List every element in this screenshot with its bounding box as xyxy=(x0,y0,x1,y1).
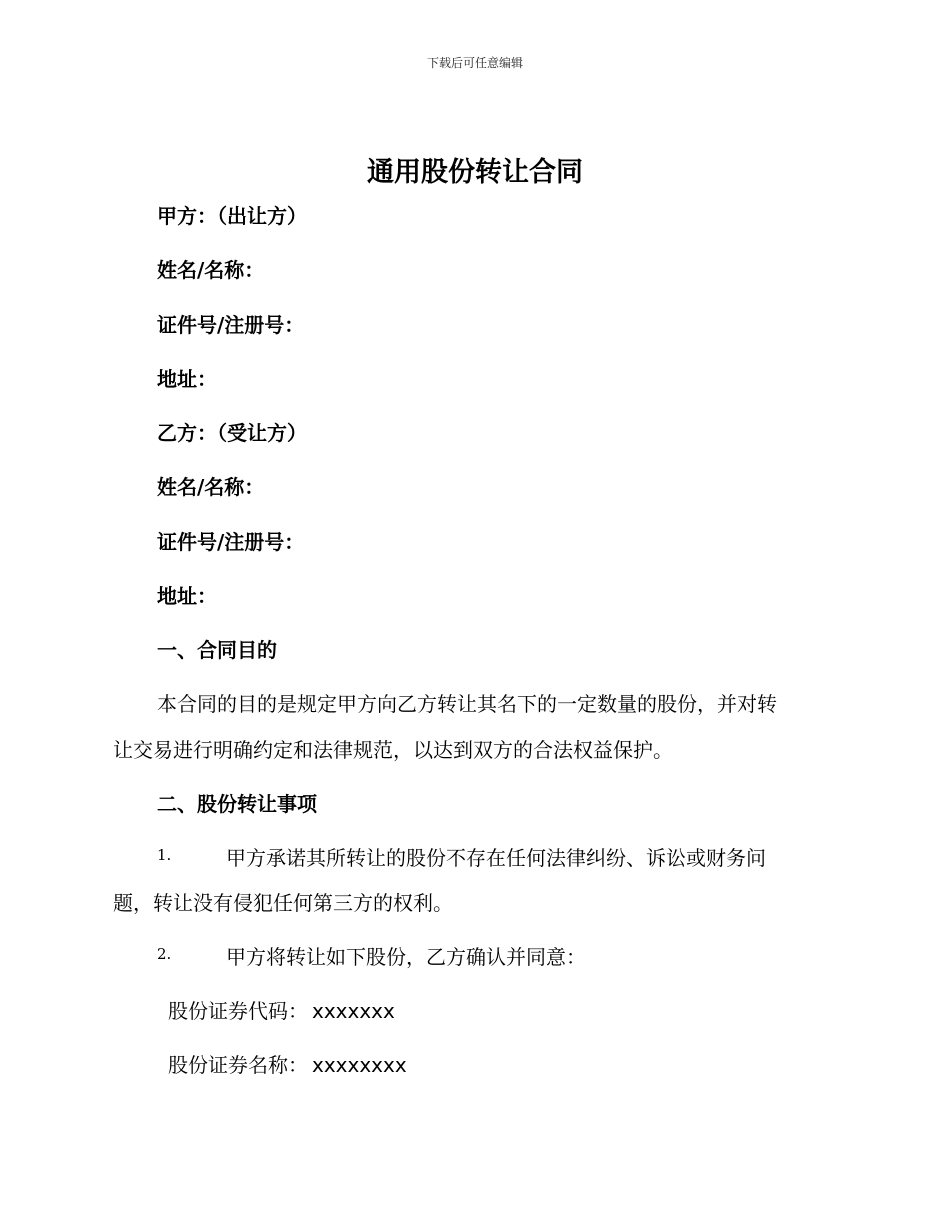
party-a-address-label: 地址： xyxy=(157,367,217,391)
stock-code-line xyxy=(168,995,395,1024)
party-a-heading: 甲方：（出让方） xyxy=(157,204,307,228)
party-b-address-label: 地址： xyxy=(157,584,217,608)
list-item-text-line-1: 甲方将转让如下股份，乙方确认并同意： xyxy=(226,945,586,969)
list-item-text-line-1: 甲方承诺其所转让的股份不存在任何法律纠纷、诉讼或财务问 xyxy=(226,846,766,870)
header-note: 下载后可任意编辑 xyxy=(426,56,523,70)
section-2-heading: 二、股份转让事项 xyxy=(157,792,317,816)
stock-code-label: 股份证券代码： xyxy=(168,999,308,1023)
party-b-heading: 乙方：（受让方） xyxy=(157,421,307,445)
document-title: 通用股份转让合同 xyxy=(367,157,583,188)
stock-code-value: xxxxxxx xyxy=(312,999,395,1023)
section-1-heading: 一、合同目的 xyxy=(157,638,277,662)
list-item-text-line-2: 题，转让没有侵犯任何第三方的权利。 xyxy=(113,891,453,915)
list-item-number: 1. xyxy=(157,846,172,864)
section-1-paragraph-line-2: 让交易进行明确约定和法律规范，以达到双方的合法权益保护。 xyxy=(113,738,673,762)
party-a-name-label: 姓名/名称： xyxy=(157,258,265,282)
stock-name-line xyxy=(168,1049,407,1078)
party-b-name-label: 姓名/名称： xyxy=(157,475,265,499)
party-b-id-label: 证件号/注册号： xyxy=(157,530,305,554)
list-item-number: 2. xyxy=(157,945,172,963)
stock-name-label: 股份证券名称： xyxy=(168,1053,308,1077)
section-1-paragraph-line-1: 本合同的目的是规定甲方向乙方转让其名下的一定数量的股份，并对转 xyxy=(157,692,777,716)
party-a-id-label: 证件号/注册号： xyxy=(157,313,305,337)
stock-name-value: xxxxxxxx xyxy=(312,1053,407,1077)
